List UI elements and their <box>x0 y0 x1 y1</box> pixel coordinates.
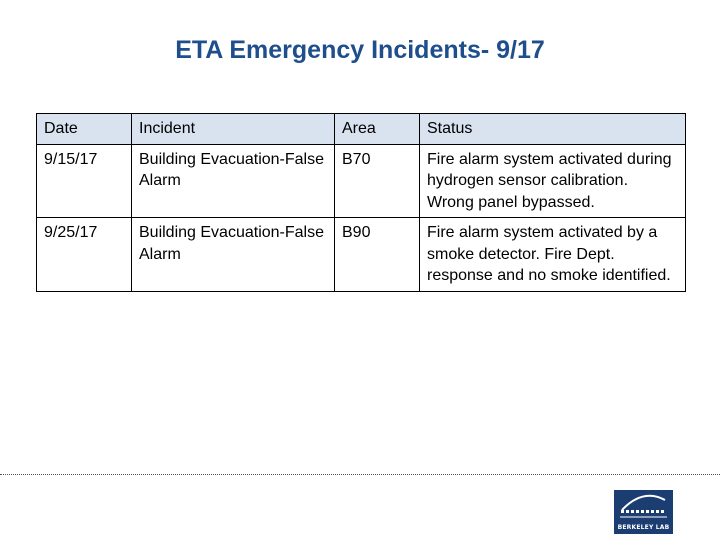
page-title: ETA Emergency Incidents- 9/17 <box>175 36 545 64</box>
incident-cell: Building Evacuation-False Alarm <box>132 144 335 218</box>
berkeley-lab-logo <box>614 490 673 534</box>
footer-divider <box>0 474 720 475</box>
incidents-table <box>36 113 686 292</box>
date-cell: 9/25/17 <box>37 218 132 292</box>
lab-building-icon <box>614 490 673 522</box>
table-row <box>37 144 686 218</box>
status-cell: Fire alarm system activated during hydrogen sensor calibration. Wrong panel bypassed. <box>420 144 686 218</box>
column-header-incident: Incident <box>132 114 335 145</box>
area-cell: B90 <box>335 218 420 292</box>
area-cell: B70 <box>335 144 420 218</box>
column-header-date: Date <box>37 114 132 145</box>
column-header-area: Area <box>335 114 420 145</box>
table-row <box>37 218 686 292</box>
incident-cell: Building Evacuation-False Alarm <box>132 218 335 292</box>
column-header-status: Status <box>420 114 686 145</box>
logo-text: BERKELEY LAB <box>617 524 670 531</box>
table-header-row <box>37 114 686 145</box>
date-cell: 9/15/17 <box>37 144 132 218</box>
status-cell: Fire alarm system activated by a smoke detector. Fire Dept. response and no smoke identified. <box>420 218 686 292</box>
